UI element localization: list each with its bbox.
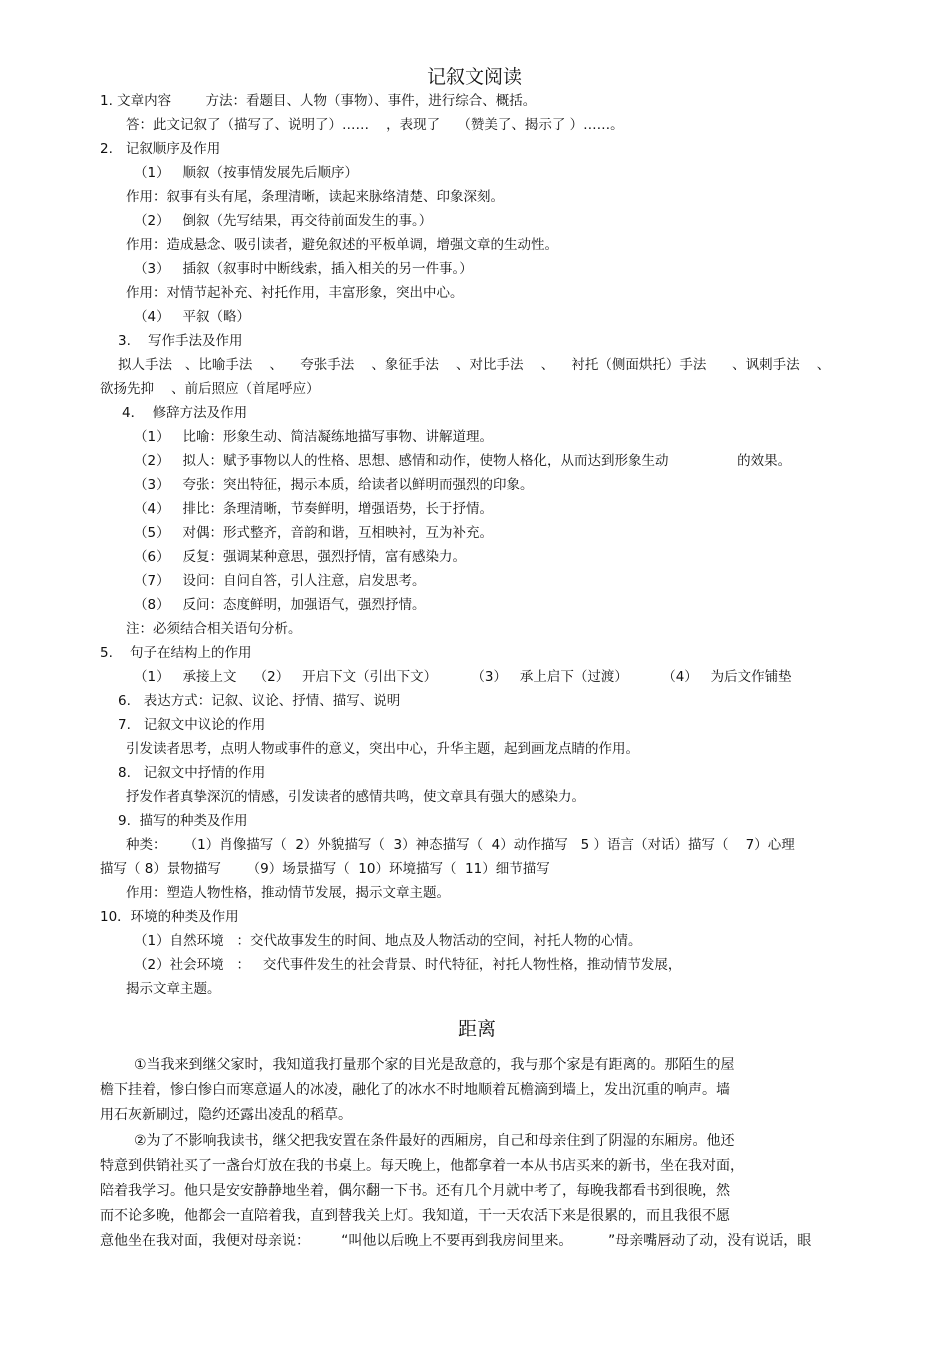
essay-line: 而不论多晚，他都会一直陪着我，直到替我关上灯。我知道，干一天农活下来是很累的，而且我很不愿 — [100, 1208, 730, 1224]
text-line: 作用：对情节起补充、衬托作用，丰富形象，突出中心。 — [126, 285, 464, 301]
text-line: （3） 插叙（叙事时中断线索，插入相关的另一件事。） — [134, 261, 473, 277]
text-line: 种类： （1）肖像描写（ 2）外貌描写（ 3）神态描写（ 4）动作描写 5 ）语言（对话）描写（ 7）心理 — [126, 837, 795, 853]
essay-line: ①当我来到继父家时，我知道我打量那个家的目光是敌意的，我与那个家是有距离的。那陌生的屋 — [134, 1057, 735, 1073]
text-line: 答：此文记叙了（描写了、说明了）…… ，表现了 （赞美了、揭示了 ）……。 — [126, 117, 624, 133]
text-line: （4） 平叙（略） — [134, 309, 250, 325]
text-line: 作用：叙事有头有尾，条理清晰，读起来脉络清楚、印象深刻。 — [126, 189, 504, 205]
text-line: （8） 反问：态度鲜明，加强语气，强烈抒情。 — [134, 597, 426, 613]
text-line: 9. 描写的种类及作用 — [118, 813, 248, 829]
text-line: 描写（ 8）景物描写 （9）场景描写（ 10）环境描写（ 11）细节描写 — [100, 861, 550, 877]
essay-line: 用石灰新刷过，隐约还露出凌乱的稻草。 — [100, 1107, 352, 1123]
text-line: （1）自然环境 ：交代故事发生的时间、地点及人物活动的空间，衬托人物的心情。 — [134, 933, 642, 949]
page-title: 记叙文阅读 — [427, 66, 523, 88]
text-line: （2） 拟人：赋予事物以人的性格、思想、感情和动作，使物人格化，从而达到形象生动 的效果。 — [134, 453, 792, 469]
text-line: 2. 记叙顺序及作用 — [100, 141, 221, 157]
text-line: （4） 排比：条理清晰，节奏鲜明，增强语势，长于抒情。 — [134, 501, 493, 517]
text-line: 注：必须结合相关语句分析。 — [126, 621, 302, 637]
text-line: 4． 修辞方法及作用 — [122, 405, 248, 421]
text-line: 揭示文章主题。 — [126, 981, 221, 997]
essay-title: 距离 — [458, 1018, 497, 1040]
essay-line: 意他坐在我对面，我便对母亲说： “叫他以后晚上不要再到我房间里来。 ”母亲嘴唇动了动，没有说话，眼 — [100, 1233, 812, 1249]
essay-line: 特意到供销社买了一盏台灯放在我的书桌上。每天晚上，他都拿着一本从书店买来的新书，坐在我对面， — [100, 1158, 744, 1174]
text-line: 5. 句子在结构上的作用 — [100, 645, 252, 661]
text-line: 10．环境的种类及作用 — [100, 909, 239, 925]
text-line: （1） 比喻：形象生动、简洁凝练地描写事物、讲解道理。 — [134, 429, 493, 445]
text-line: （2）社会环境 ： 交代事件发生的社会背景、时代特征，衬托人物性格，推动情节发展， — [134, 957, 682, 973]
text-line: （2） 倒叙（先写结果，再交待前面发生的事。） — [134, 213, 433, 229]
text-line: （1） 顺叙（按事情发展先后顺序） — [134, 165, 358, 181]
text-line: （6） 反复：强调某种意思，强烈抒情，富有感染力。 — [134, 549, 466, 565]
text-line: （5） 对偶：形式整齐，音韵和谐，互相映衬，互为补充。 — [134, 525, 493, 541]
text-line: 引发读者思考，点明人物或事件的意义，突出中心，升华主题，起到画龙点睛的作用。 — [126, 741, 639, 757]
essay-line: 檐下挂着，惨白惨白而寒意逼人的冰凌，融化了的冰水不时地顺着瓦檐滴到墙上，发出沉重的响声。墙 — [100, 1082, 730, 1098]
text-line: （1） 承接上文 （2） 开启下文（引出下文） （3） 承上启下（过渡） （4） 为后文作铺垫 — [134, 669, 792, 685]
text-line: （3） 夸张：突出特征，揭示本质，给读者以鲜明而强烈的印象。 — [134, 477, 534, 493]
text-line: 拟人手法 、比喻手法 、 夸张手法 、象征手法 、对比手法 、 衬托（侧面烘托）手法 、讽刺手法 、 — [118, 357, 831, 373]
essay-line: ②为了不影响我读书，继父把我安置在条件最好的西厢房，自己和母亲住到了阴湿的东厢房。他还 — [134, 1133, 735, 1149]
text-line: 欲扬先抑 、前后照应（首尾呼应） — [100, 381, 320, 397]
text-line: 作用：造成悬念、吸引读者，避免叙述的平板单调，增强文章的生动性。 — [126, 237, 558, 253]
essay-line: 陪着我学习。他只是安安静静地坐着，偶尔翻一下书。还有几个月就中考了，每晚我都看书到很晚，然 — [100, 1183, 730, 1199]
text-line: （7） 设问：自问自答，引人注意，启发思考。 — [134, 573, 426, 589]
text-line: 作用：塑造人物性格，推动情节发展，揭示文章主题。 — [126, 885, 450, 901]
text-line: 3. 写作手法及作用 — [118, 333, 243, 349]
text-line: 抒发作者真挚深沉的情感，引发读者的感情共鸣，使文章具有强大的感染力。 — [126, 789, 585, 805]
text-line: 8. 记叙文中抒情的作用 — [118, 765, 266, 781]
text-line: 6. 表达方式：记叙、议论、抒情、描写、说明 — [118, 693, 401, 709]
text-line: 7. 记叙文中议论的作用 — [118, 717, 266, 733]
text-line: 1. 文章内容 方法：看题目、人物（事物）、事件，进行综合、概括。 — [100, 93, 537, 109]
